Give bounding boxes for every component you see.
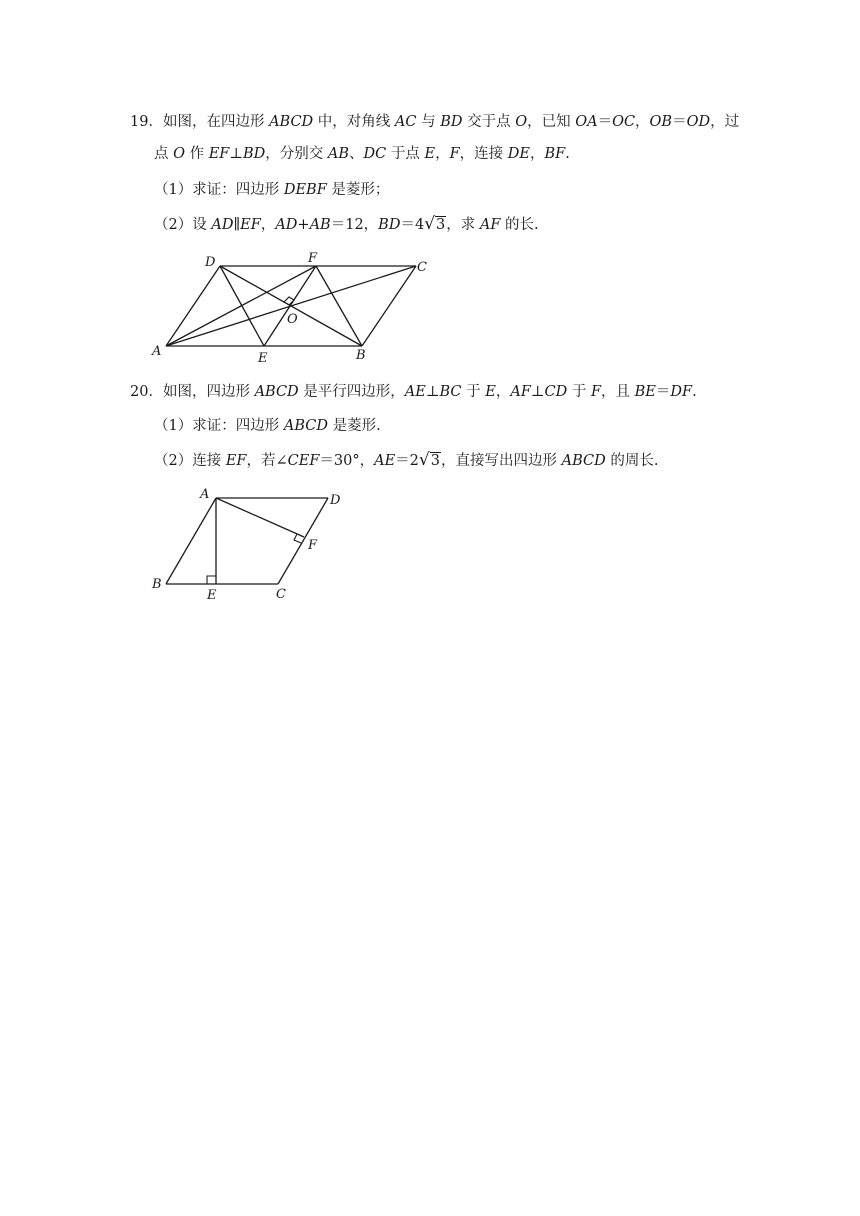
q20-part1: （1）求证：四边形 ABCD 是菱形. [154, 418, 381, 434]
sqrt-expression: √3 [418, 450, 440, 470]
label-F: F [308, 538, 318, 553]
segment-DC [278, 498, 328, 584]
q20-number: 20． [130, 384, 163, 400]
q19-line1: 19．如图，在四边形 ABCD 中，对角线 AC 与 BD 交于点 O，已知 OA＝OC，OB＝OD，过 [130, 114, 740, 130]
label-A: A [200, 487, 210, 502]
sqrt-expression: √3 [424, 214, 446, 234]
label-F: F [308, 251, 318, 266]
label-A: A [152, 344, 162, 359]
label-E: E [258, 351, 268, 366]
label-D: D [205, 255, 216, 270]
q19-part1: （1）求证：四边形 DEBF 是菱形； [154, 182, 390, 198]
label-B: B [152, 577, 162, 592]
q20-part2: （2）连接 EF，若∠CEF＝30°，AE＝2√3，直接写出四边形 ABCD 的周长. [154, 450, 659, 470]
label-B: B [356, 348, 366, 363]
q20-line1: 20．如图，四边形 ABCD 是平行四边形，AE⊥BC 于 E，AF⊥CD 于 F，且 BE＝DF. [130, 384, 697, 400]
q19-part2: （2）设 AD∥EF，AD+AB＝12，BD＝4√3，求 AF 的长. [154, 214, 539, 234]
q19-line2: 点 O 作 EF⊥BD，分别交 AB、DC 于点 E，F，连接 DE，BF. [154, 146, 570, 162]
label-C: C [417, 260, 427, 275]
segment-AB [166, 498, 216, 584]
label-E: E [207, 588, 217, 603]
q19-number: 19． [130, 114, 163, 130]
label-D: D [330, 493, 341, 508]
label-C: C [276, 587, 286, 602]
label-O: O [287, 312, 298, 327]
segment-AF [216, 498, 304, 537]
right-angle-mark-E [207, 576, 216, 584]
